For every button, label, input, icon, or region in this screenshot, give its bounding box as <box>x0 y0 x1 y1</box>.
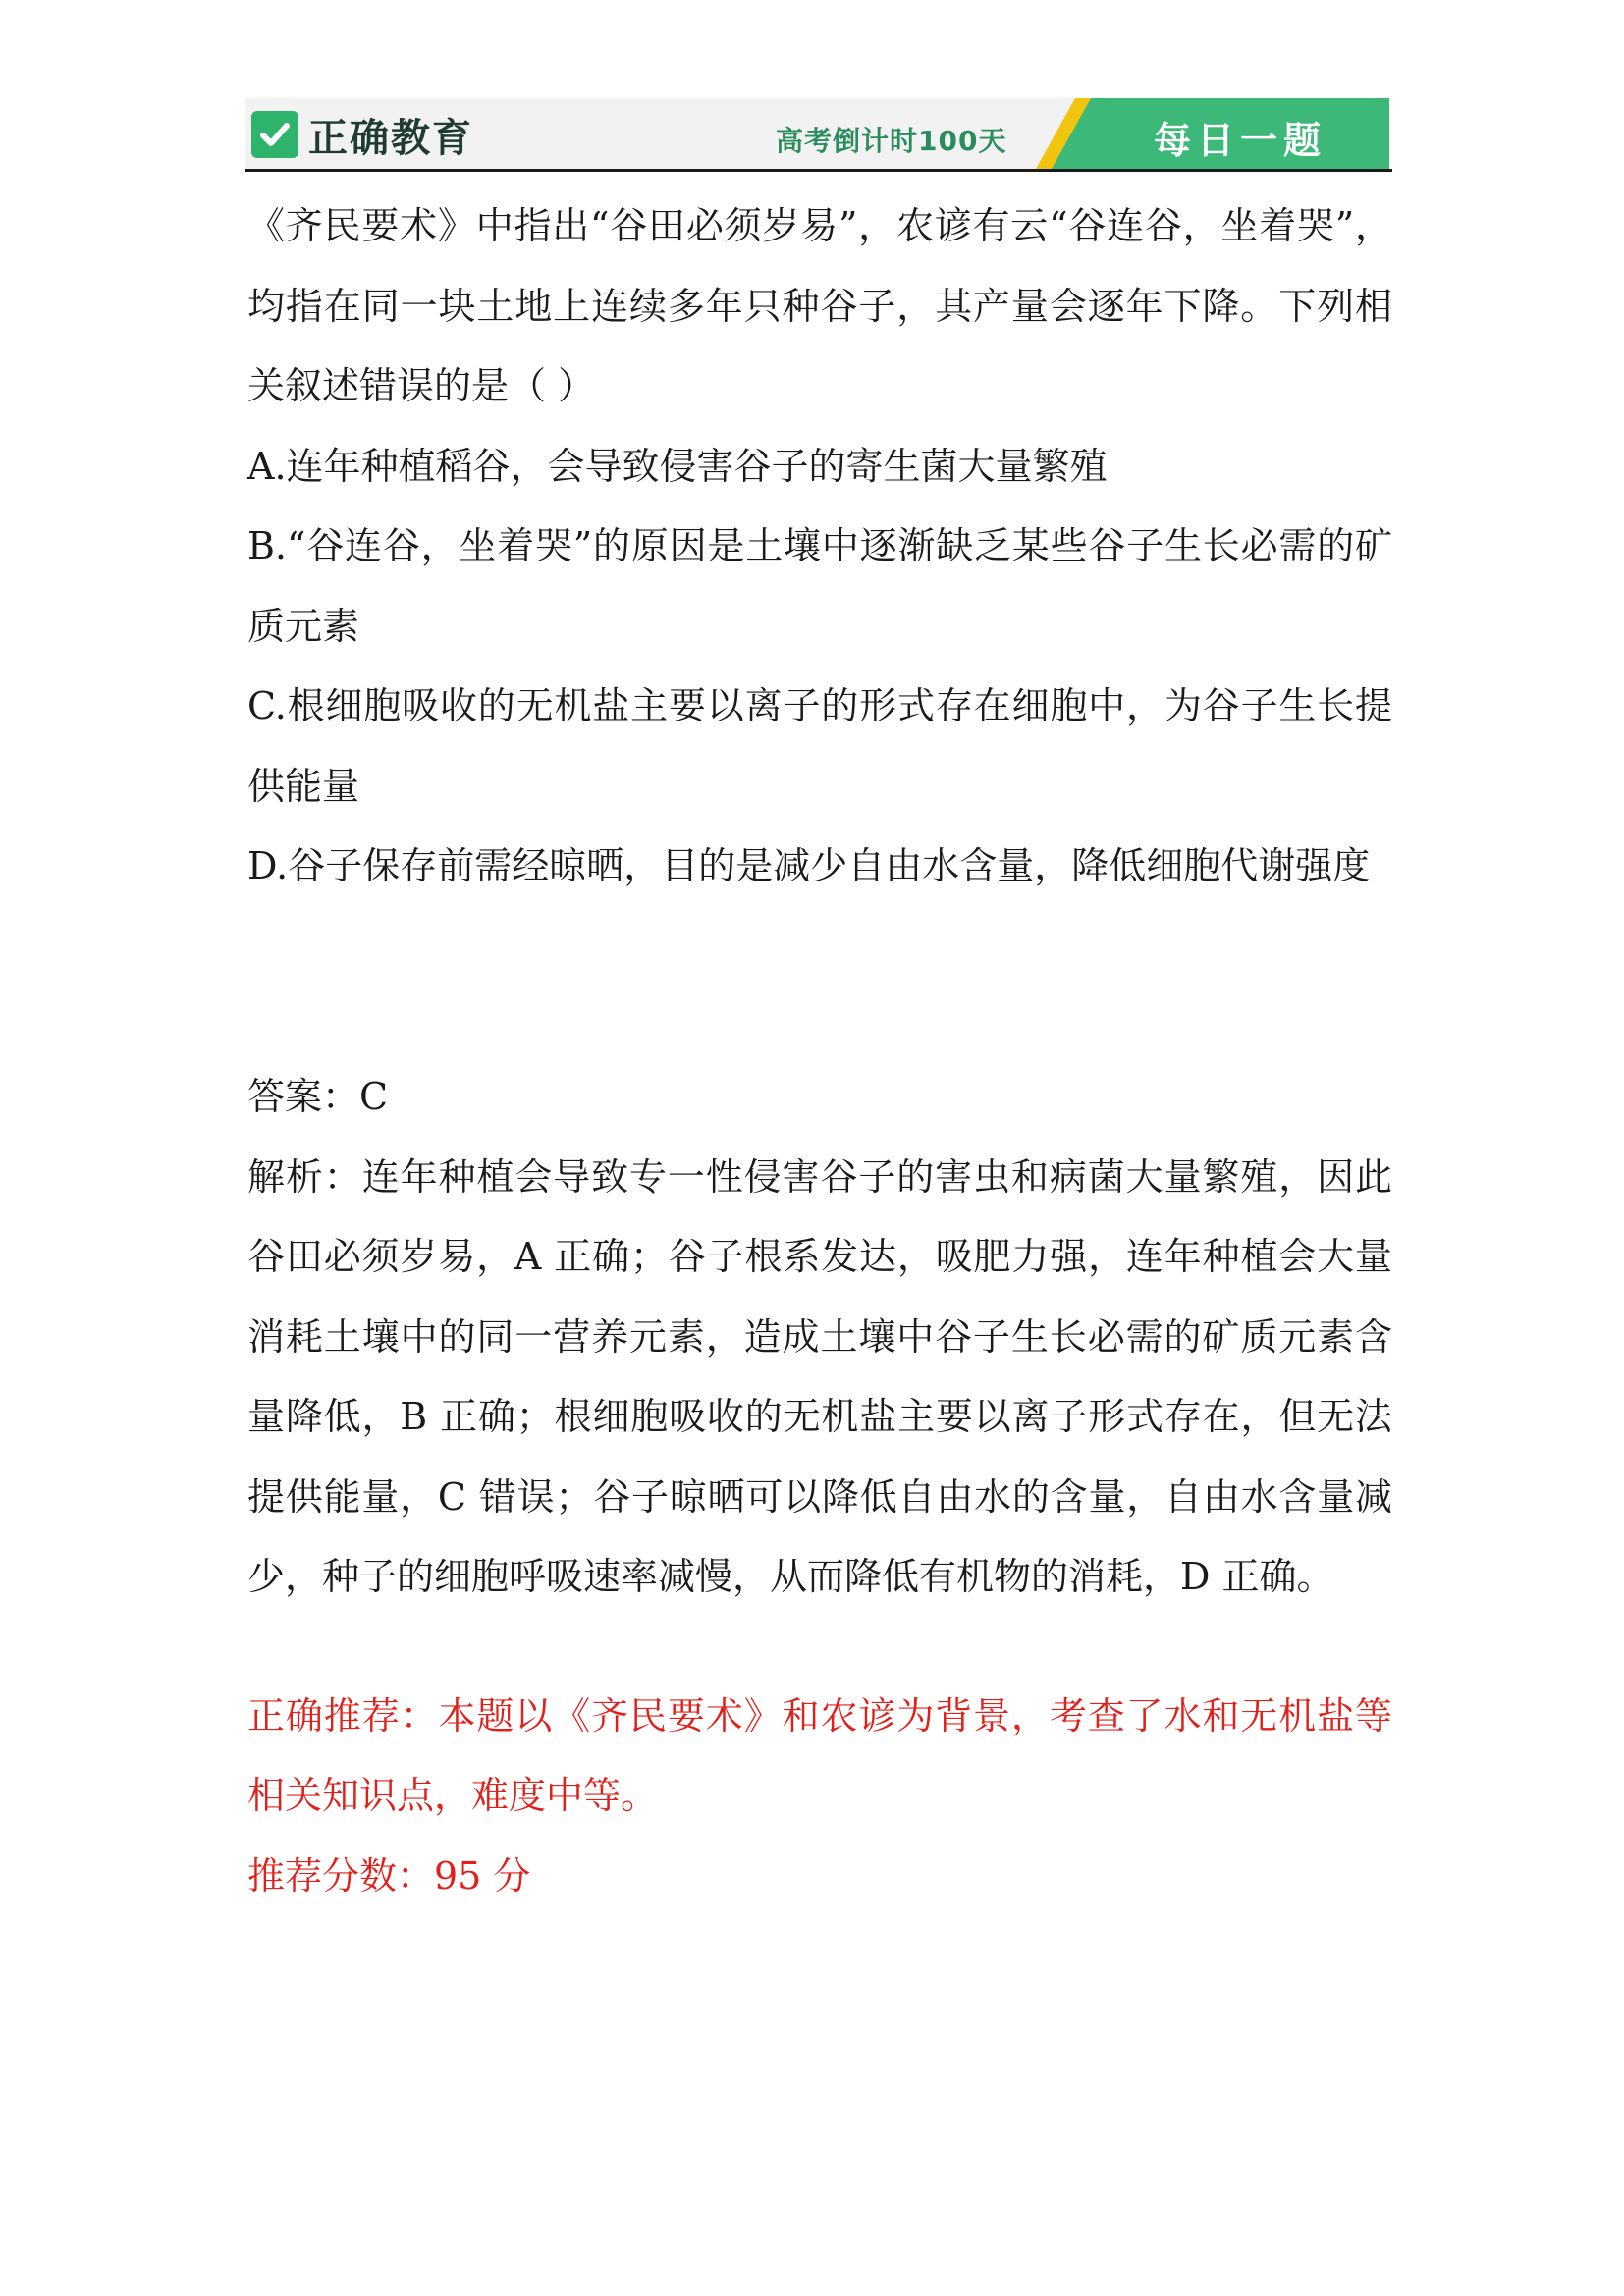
question-content <box>247 187 1392 1916</box>
option-a: A.连年种植稻谷，会导致侵害谷子的寄生菌大量繁殖 <box>247 444 1108 488</box>
option-c: C.根细胞吸收的无机盐主要以离子的形式存在细胞中，为谷子生长提供能量 <box>247 684 1392 808</box>
countdown-label: 高考倒计时100天 <box>776 125 1007 157</box>
question-stem: 《齐民要术》中指出“谷田必须岁易”，农谚有云“谷连谷，坐着哭”，均指在同一块土地上连续多年只种谷子，其产量会逐年下降。下列相关叙述错误的是（ ） <box>247 204 1392 407</box>
spacer <box>247 907 1392 988</box>
brand-logo <box>251 108 473 161</box>
checkmark-icon <box>251 111 298 158</box>
spacer <box>247 987 1392 1057</box>
header-banner <box>245 98 1389 169</box>
answer-line: 答案：C <box>247 1075 389 1118</box>
recommendation-score: 推荐分数：95 分 <box>247 1853 531 1897</box>
option-b: B.“谷连谷，坐着哭”的原因是土壤中逐渐缺乏某些谷子生长必需的矿质元素 <box>247 524 1392 648</box>
analysis-text: 解析：连年种植会导致专一性侵害谷子的害虫和病菌大量繁殖，因此谷田必须岁易，A 正确；谷子根系发达，吸肥力强，连年种植会大量消耗土壤中的同一营养元素，造成土壤中谷子生长必需的矿质元素含量降低，B 正确；根细胞吸收的无机盐主要以离子形式存在，但无法提供能量，C 错误；谷子晾晒可以降低自由水的含量，自由水含量减少，种子的细胞呼吸速率减慢，从而降低有机物的消耗，D 正确。 <box>247 1154 1392 1598</box>
option-d: D.谷子保存前需经晾晒，目的是减少自由水含量，降低细胞代谢强度 <box>247 844 1371 887</box>
daily-question-label: 每日一题 <box>1154 119 1327 162</box>
daily-question-tag <box>1036 98 1389 169</box>
header-divider <box>245 169 1392 172</box>
recommendation-text: 正确推荐：本题以《齐民要术》和农谚为背景，考查了水和无机盐等相关知识点，难度中等。 <box>247 1693 1392 1817</box>
spacer <box>247 1618 1392 1677</box>
brand-name: 正确教育 <box>308 115 473 161</box>
